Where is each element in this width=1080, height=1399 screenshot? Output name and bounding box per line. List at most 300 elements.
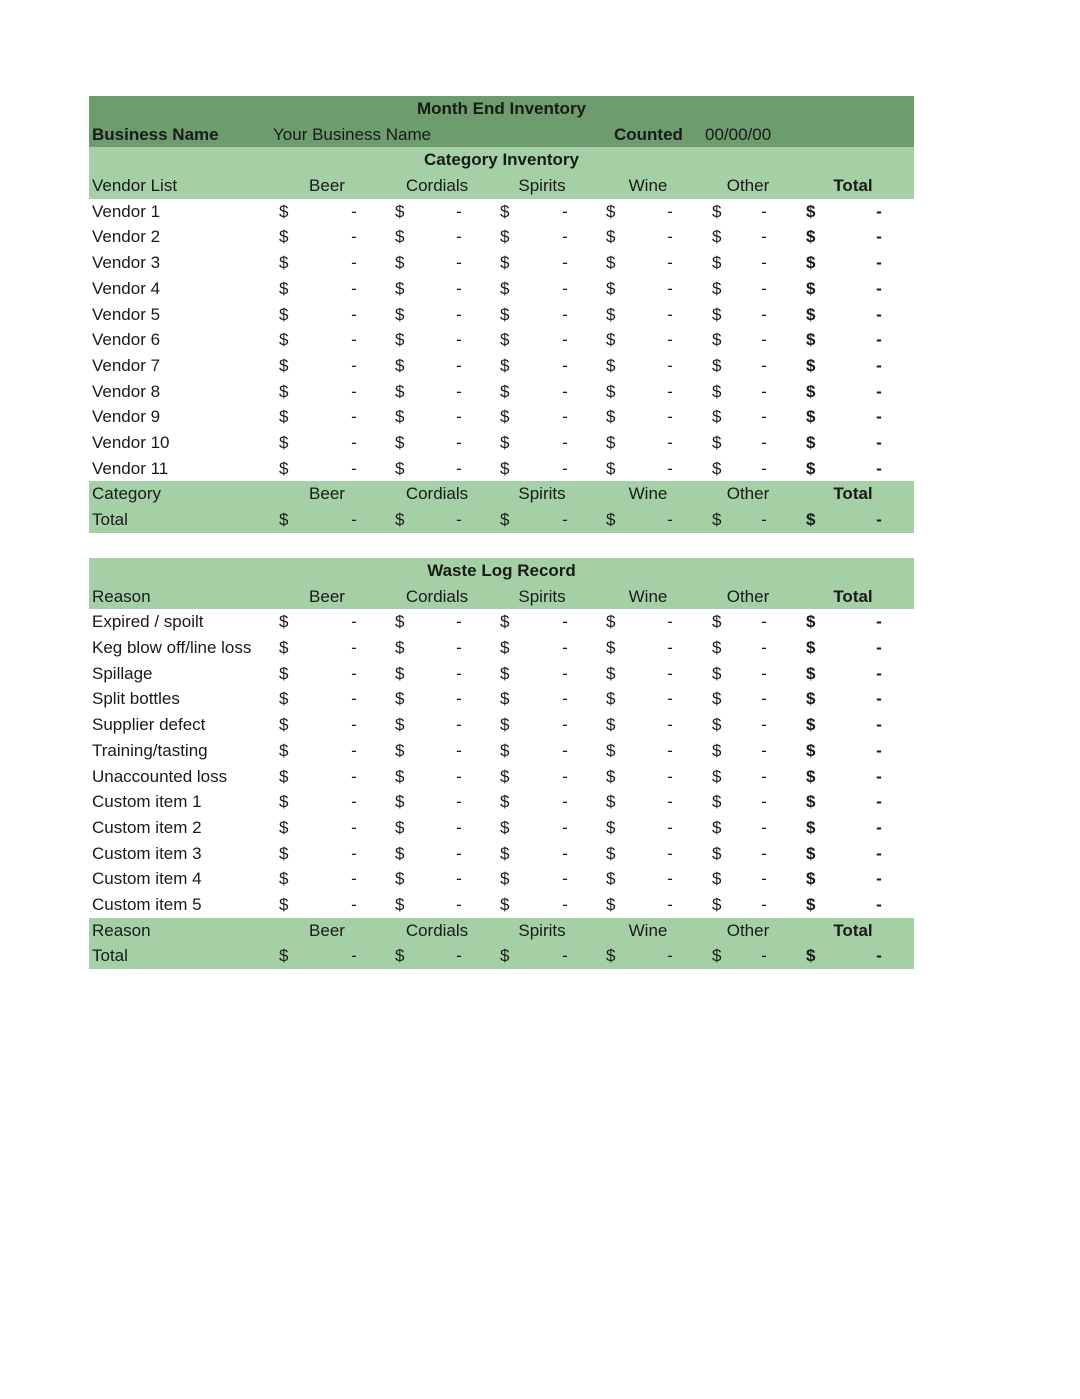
cell-spirits-currency: $ <box>500 766 510 786</box>
cell-beer-value: - <box>351 253 357 273</box>
cell-beer-value: - <box>351 663 357 683</box>
cell-other-value: - <box>761 304 767 324</box>
cell-beer-currency: $ <box>279 894 289 914</box>
cell-other-currency: $ <box>712 792 722 812</box>
table-row[interactable] <box>89 327 914 353</box>
cell-total-value: - <box>876 227 882 247</box>
cell-wine-value: - <box>667 330 673 350</box>
row-label: Training/tasting <box>92 740 208 760</box>
cell-wine-value: - <box>667 278 673 298</box>
cell-spirits-value: - <box>562 792 568 812</box>
cell-total-currency: $ <box>806 740 816 760</box>
total-spirits-value: - <box>562 946 568 966</box>
cell-cordials-value: - <box>456 278 462 298</box>
waste-title-row <box>89 558 914 584</box>
column-header-total: Total <box>833 176 873 196</box>
cell-total-value: - <box>876 201 882 221</box>
cell-cordials-value: - <box>456 715 462 735</box>
column-header-cordials: Cordials <box>405 586 469 606</box>
cell-wine-value: - <box>667 843 673 863</box>
cell-total-value: - <box>876 843 882 863</box>
cell-cordials-currency: $ <box>395 381 405 401</box>
cell-other-value: - <box>761 201 767 221</box>
cell-total-currency: $ <box>806 407 816 427</box>
cell-spirits-currency: $ <box>500 817 510 837</box>
cell-beer-value: - <box>351 612 357 632</box>
cell-cordials-value: - <box>456 638 462 658</box>
cell-spirits-value: - <box>562 381 568 401</box>
column-header-total: Total <box>833 920 873 940</box>
cell-wine-value: - <box>667 766 673 786</box>
total-spirits-value: - <box>562 510 568 529</box>
cell-total-value: - <box>876 253 882 273</box>
table-row[interactable] <box>89 456 914 482</box>
cell-wine-value: - <box>667 638 673 658</box>
cell-beer-currency: $ <box>279 766 289 786</box>
cell-total-value: - <box>876 689 882 709</box>
table-row[interactable] <box>89 841 914 867</box>
cell-total-value: - <box>876 612 882 632</box>
cell-other-currency: $ <box>712 740 722 760</box>
total-total-value: - <box>876 510 882 529</box>
cell-cordials-currency: $ <box>395 817 405 837</box>
cell-total-currency: $ <box>806 689 816 709</box>
total-cordials-value: - <box>456 510 462 529</box>
column-header-wine: Wine <box>628 484 668 504</box>
table-row[interactable] <box>89 609 914 635</box>
business-info-row <box>89 122 914 148</box>
total-other-value: - <box>761 510 767 529</box>
table-row[interactable] <box>89 738 914 764</box>
cell-cordials-currency: $ <box>395 432 405 452</box>
cell-beer-currency: $ <box>279 612 289 632</box>
total-other-currency: $ <box>712 946 722 966</box>
table-row[interactable] <box>89 686 914 712</box>
cell-wine-currency: $ <box>606 355 616 375</box>
row-label: Vendor 5 <box>92 304 161 324</box>
column-header-other: Other <box>726 484 770 504</box>
total-other-value: - <box>761 946 767 966</box>
cell-wine-currency: $ <box>606 253 616 273</box>
cell-other-value: - <box>761 817 767 837</box>
cell-spirits-currency: $ <box>500 253 510 273</box>
cell-total-currency: $ <box>806 817 816 837</box>
cell-wine-currency: $ <box>606 894 616 914</box>
cell-wine-currency: $ <box>606 817 616 837</box>
table-row[interactable] <box>89 764 914 790</box>
table-row[interactable] <box>89 635 914 661</box>
cell-other-value: - <box>761 612 767 632</box>
cell-total-value: - <box>876 792 882 812</box>
total-beer-value: - <box>351 946 357 966</box>
cell-other-currency: $ <box>712 201 722 221</box>
cell-cordials-value: - <box>456 740 462 760</box>
cell-total-currency: $ <box>806 278 816 298</box>
cell-wine-value: - <box>667 894 673 914</box>
cell-cordials-value: - <box>456 663 462 683</box>
total-beer-currency: $ <box>279 946 289 966</box>
column-header-cordials: Cordials <box>405 920 469 940</box>
cell-total-currency: $ <box>806 458 816 478</box>
cell-cordials-value: - <box>456 792 462 812</box>
cell-spirits-currency: $ <box>500 689 510 709</box>
cell-wine-value: - <box>667 201 673 221</box>
waste-log-table <box>89 558 914 969</box>
total-spirits-currency: $ <box>500 946 510 966</box>
cell-wine-currency: $ <box>606 227 616 247</box>
total-cordials-value: - <box>456 946 462 966</box>
cell-wine-currency: $ <box>606 432 616 452</box>
cell-other-value: - <box>761 278 767 298</box>
cell-other-value: - <box>761 715 767 735</box>
cell-total-currency: $ <box>806 869 816 889</box>
cell-wine-currency: $ <box>606 612 616 632</box>
cell-other-currency: $ <box>712 355 722 375</box>
cell-beer-currency: $ <box>279 638 289 658</box>
column-header-wine: Wine <box>628 176 668 196</box>
cell-total-currency: $ <box>806 253 816 273</box>
table-row[interactable] <box>89 224 914 250</box>
cell-spirits-currency: $ <box>500 894 510 914</box>
cell-cordials-currency: $ <box>395 201 405 221</box>
cell-other-value: - <box>761 689 767 709</box>
cell-beer-currency: $ <box>279 715 289 735</box>
total-wine-value: - <box>667 946 673 966</box>
waste-footer-header-row <box>89 918 914 944</box>
cell-other-currency: $ <box>712 663 722 683</box>
cell-beer-value: - <box>351 894 357 914</box>
reason-footer-label: Reason <box>92 920 151 940</box>
cell-beer-currency: $ <box>279 817 289 837</box>
cell-total-currency: $ <box>806 715 816 735</box>
total-wine-value: - <box>667 510 673 529</box>
column-header-other: Other <box>726 920 770 940</box>
row-label: Vendor 4 <box>92 278 161 298</box>
row-label: Vendor 10 <box>92 432 170 452</box>
cell-other-currency: $ <box>712 304 722 324</box>
row-label: Vendor 9 <box>92 407 161 427</box>
column-header-cordials: Cordials <box>405 176 469 196</box>
table-row[interactable] <box>89 430 914 456</box>
waste-log-title: Waste Log Record <box>427 561 576 580</box>
cell-wine-value: - <box>667 715 673 735</box>
total-cordials-currency: $ <box>395 510 405 529</box>
table-row[interactable] <box>89 815 914 841</box>
row-label: Vendor 3 <box>92 253 161 273</box>
cell-wine-value: - <box>667 355 673 375</box>
cell-total-value: - <box>876 355 882 375</box>
row-label: Vendor 6 <box>92 330 161 350</box>
table-row[interactable] <box>89 379 914 405</box>
business-name-value[interactable]: Your Business Name <box>273 124 432 144</box>
cell-other-value: - <box>761 869 767 889</box>
cell-total-value: - <box>876 894 882 914</box>
cell-spirits-value: - <box>562 227 568 247</box>
inventory-total-label: Total <box>92 510 128 529</box>
cell-wine-currency: $ <box>606 792 616 812</box>
table-row[interactable] <box>89 661 914 687</box>
column-header-cordials: Cordials <box>405 484 469 504</box>
cell-total-currency: $ <box>806 355 816 375</box>
counted-label: Counted <box>614 124 683 144</box>
cell-total-currency: $ <box>806 304 816 324</box>
cell-spirits-value: - <box>562 432 568 452</box>
cell-other-value: - <box>761 381 767 401</box>
cell-other-value: - <box>761 253 767 273</box>
cell-spirits-value: - <box>562 869 568 889</box>
cell-wine-currency: $ <box>606 458 616 478</box>
cell-spirits-value: - <box>562 278 568 298</box>
cell-beer-currency: $ <box>279 458 289 478</box>
cell-cordials-currency: $ <box>395 278 405 298</box>
cell-wine-currency: $ <box>606 766 616 786</box>
cell-spirits-value: - <box>562 894 568 914</box>
cell-spirits-currency: $ <box>500 407 510 427</box>
table-row[interactable] <box>89 404 914 430</box>
table-row[interactable] <box>89 892 914 918</box>
table-row[interactable] <box>89 276 914 302</box>
cell-total-currency: $ <box>806 638 816 658</box>
cell-wine-currency: $ <box>606 381 616 401</box>
row-label: Vendor 7 <box>92 355 161 375</box>
cell-other-currency: $ <box>712 612 722 632</box>
column-header-beer: Beer <box>309 586 345 606</box>
cell-wine-value: - <box>667 869 673 889</box>
cell-total-value: - <box>876 407 882 427</box>
cell-cordials-currency: $ <box>395 612 405 632</box>
table-row[interactable] <box>89 250 914 276</box>
waste-total-label: Total <box>92 946 128 966</box>
cell-beer-value: - <box>351 817 357 837</box>
cell-total-value: - <box>876 381 882 401</box>
cell-spirits-currency: $ <box>500 792 510 812</box>
cell-wine-value: - <box>667 253 673 273</box>
cell-other-currency: $ <box>712 458 722 478</box>
cell-cordials-currency: $ <box>395 458 405 478</box>
cell-spirits-currency: $ <box>500 278 510 298</box>
cell-wine-value: - <box>667 432 673 452</box>
column-header-beer: Beer <box>309 484 345 504</box>
cell-beer-currency: $ <box>279 381 289 401</box>
cell-total-value: - <box>876 766 882 786</box>
cell-spirits-value: - <box>562 253 568 273</box>
waste-header-row <box>89 584 914 610</box>
table-row[interactable] <box>89 199 914 225</box>
cell-cordials-currency: $ <box>395 227 405 247</box>
cell-spirits-value: - <box>562 663 568 683</box>
cell-spirits-currency: $ <box>500 638 510 658</box>
cell-total-currency: $ <box>806 792 816 812</box>
cell-beer-value: - <box>351 355 357 375</box>
waste-total-row <box>89 943 914 969</box>
cell-cordials-currency: $ <box>395 792 405 812</box>
cell-cordials-value: - <box>456 458 462 478</box>
cell-other-currency: $ <box>712 407 722 427</box>
cell-beer-value: - <box>351 330 357 350</box>
cell-other-value: - <box>761 638 767 658</box>
cell-total-currency: $ <box>806 432 816 452</box>
cell-total-value: - <box>876 715 882 735</box>
cell-other-currency: $ <box>712 227 722 247</box>
cell-cordials-value: - <box>456 869 462 889</box>
cell-beer-value: - <box>351 715 357 735</box>
cell-spirits-value: - <box>562 304 568 324</box>
cell-wine-value: - <box>667 612 673 632</box>
cell-spirits-value: - <box>562 638 568 658</box>
cell-other-value: - <box>761 432 767 452</box>
cell-beer-currency: $ <box>279 869 289 889</box>
cell-beer-value: - <box>351 407 357 427</box>
row-label: Vendor 2 <box>92 227 161 247</box>
column-header-spirits: Spirits <box>518 484 566 504</box>
column-header-total: Total <box>833 484 873 504</box>
cell-other-value: - <box>761 766 767 786</box>
cell-beer-value: - <box>351 432 357 452</box>
cell-total-currency: $ <box>806 843 816 863</box>
cell-total-currency: $ <box>806 330 816 350</box>
cell-other-currency: $ <box>712 253 722 273</box>
cell-wine-value: - <box>667 663 673 683</box>
table-row[interactable] <box>89 712 914 738</box>
cell-cordials-currency: $ <box>395 253 405 273</box>
cell-spirits-currency: $ <box>500 355 510 375</box>
cell-wine-currency: $ <box>606 715 616 735</box>
cell-beer-currency: $ <box>279 253 289 273</box>
month-end-inventory-table <box>89 96 914 533</box>
cell-beer-value: - <box>351 689 357 709</box>
cell-spirits-currency: $ <box>500 330 510 350</box>
row-label: Supplier defect <box>92 715 206 735</box>
cell-total-currency: $ <box>806 612 816 632</box>
cell-other-value: - <box>761 843 767 863</box>
cell-total-currency: $ <box>806 381 816 401</box>
category-inventory-title: Category Inventory <box>424 150 579 170</box>
cell-other-value: - <box>761 330 767 350</box>
cell-spirits-currency: $ <box>500 663 510 683</box>
cell-spirits-currency: $ <box>500 201 510 221</box>
cell-cordials-value: - <box>456 432 462 452</box>
cell-cordials-currency: $ <box>395 766 405 786</box>
cell-spirits-value: - <box>562 689 568 709</box>
cell-beer-value: - <box>351 792 357 812</box>
cell-beer-currency: $ <box>279 278 289 298</box>
cell-other-currency: $ <box>712 330 722 350</box>
column-header-wine: Wine <box>628 920 668 940</box>
cell-total-value: - <box>876 304 882 324</box>
cell-other-value: - <box>761 792 767 812</box>
row-label: Custom item 1 <box>92 792 202 812</box>
column-header-other: Other <box>726 586 770 606</box>
cell-wine-currency: $ <box>606 304 616 324</box>
cell-wine-value: - <box>667 817 673 837</box>
cell-cordials-value: - <box>456 355 462 375</box>
cell-beer-currency: $ <box>279 330 289 350</box>
inventory-header-row <box>89 173 914 199</box>
row-label: Vendor 1 <box>92 201 161 221</box>
cell-beer-currency: $ <box>279 792 289 812</box>
table-row[interactable] <box>89 789 914 815</box>
row-label: Custom item 5 <box>92 894 202 914</box>
cell-beer-currency: $ <box>279 304 289 324</box>
cell-other-currency: $ <box>712 381 722 401</box>
total-total-value: - <box>876 946 882 966</box>
inventory-title: Month End Inventory <box>416 99 587 118</box>
total-total-currency: $ <box>806 510 816 529</box>
cell-cordials-value: - <box>456 843 462 863</box>
cell-beer-value: - <box>351 458 357 478</box>
cell-spirits-currency: $ <box>500 740 510 760</box>
column-header-spirits: Spirits <box>518 586 566 606</box>
cell-total-value: - <box>876 817 882 837</box>
cell-beer-value: - <box>351 304 357 324</box>
cell-other-currency: $ <box>712 689 722 709</box>
cell-beer-currency: $ <box>279 227 289 247</box>
cell-other-currency: $ <box>712 843 722 863</box>
cell-spirits-currency: $ <box>500 612 510 632</box>
cell-spirits-currency: $ <box>500 381 510 401</box>
cell-wine-currency: $ <box>606 330 616 350</box>
cell-wine-value: - <box>667 689 673 709</box>
cell-wine-value: - <box>667 407 673 427</box>
cell-cordials-currency: $ <box>395 689 405 709</box>
row-label: Custom item 4 <box>92 869 202 889</box>
cell-cordials-value: - <box>456 407 462 427</box>
row-label: Split bottles <box>92 689 180 709</box>
cell-other-value: - <box>761 355 767 375</box>
cell-wine-currency: $ <box>606 689 616 709</box>
cell-total-currency: $ <box>806 201 816 221</box>
cell-wine-value: - <box>667 304 673 324</box>
table-row[interactable] <box>89 302 914 328</box>
column-header-beer: Beer <box>309 176 345 196</box>
total-total-currency: $ <box>806 946 816 966</box>
row-label: Spillage <box>92 663 153 683</box>
cell-total-currency: $ <box>806 663 816 683</box>
cell-total-value: - <box>876 432 882 452</box>
cell-beer-value: - <box>351 201 357 221</box>
cell-beer-currency: $ <box>279 355 289 375</box>
cell-cordials-currency: $ <box>395 894 405 914</box>
cell-beer-value: - <box>351 843 357 863</box>
cell-total-value: - <box>876 458 882 478</box>
column-header-beer: Beer <box>309 920 345 940</box>
cell-wine-value: - <box>667 792 673 812</box>
cell-wine-currency: $ <box>606 869 616 889</box>
cell-cordials-value: - <box>456 253 462 273</box>
cell-spirits-value: - <box>562 715 568 735</box>
cell-beer-value: - <box>351 278 357 298</box>
row-label: Custom item 3 <box>92 843 202 863</box>
category-footer-label: Category <box>92 484 161 504</box>
cell-wine-value: - <box>667 227 673 247</box>
cell-spirits-value: - <box>562 740 568 760</box>
total-wine-currency: $ <box>606 946 616 966</box>
cell-cordials-value: - <box>456 766 462 786</box>
row-label: Unaccounted loss <box>92 766 228 786</box>
cell-other-currency: $ <box>712 638 722 658</box>
counted-date-value[interactable]: 00/00/00 <box>705 124 772 144</box>
cell-spirits-value: - <box>562 355 568 375</box>
cell-spirits-value: - <box>562 458 568 478</box>
cell-other-currency: $ <box>712 278 722 298</box>
cell-beer-currency: $ <box>279 663 289 683</box>
cell-other-currency: $ <box>712 869 722 889</box>
table-row[interactable] <box>89 866 914 892</box>
cell-total-value: - <box>876 869 882 889</box>
cell-spirits-value: - <box>562 817 568 837</box>
cell-cordials-currency: $ <box>395 843 405 863</box>
table-row[interactable] <box>89 353 914 379</box>
